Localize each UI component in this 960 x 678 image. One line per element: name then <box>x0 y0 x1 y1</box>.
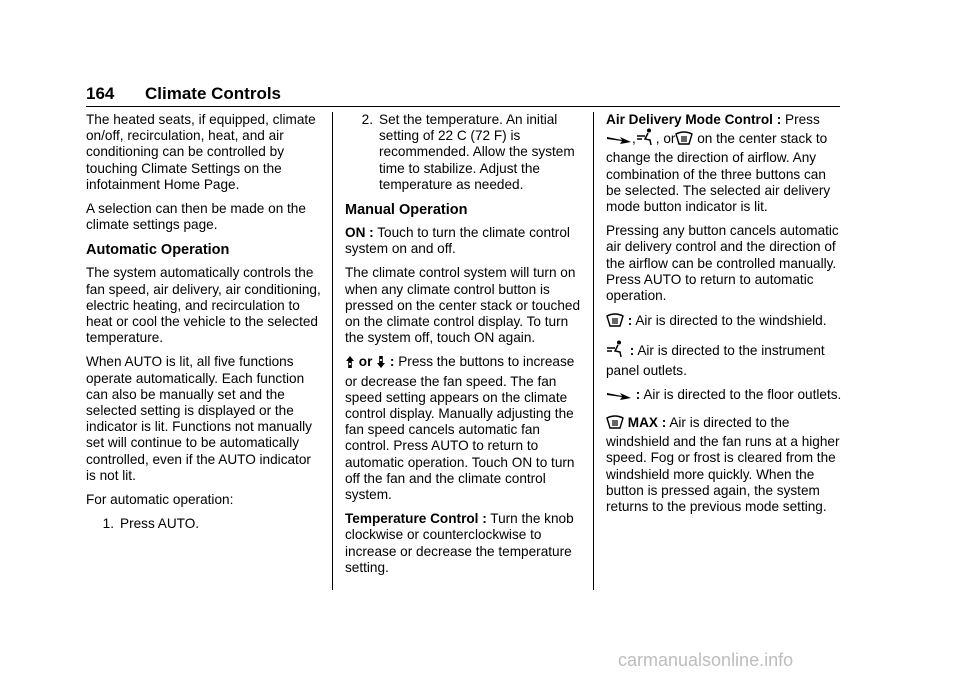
on-label: ON : <box>345 225 374 241</box>
fan-colon: : <box>386 354 395 370</box>
floor-airflow-icon <box>606 390 632 406</box>
air-delivery-press: Press <box>781 112 820 127</box>
floor-airflow-icon <box>606 134 632 150</box>
max-label: MAX : <box>627 415 667 431</box>
auto-paragraph-3: For automatic operation: <box>86 492 234 508</box>
windshield-colon: : <box>624 313 633 329</box>
air-delivery-text: on the center stack to change the direction of airflow. Any combination of the three buttons can be selected. The selected air delivery mode button indicator is lit. <box>606 131 831 215</box>
on-paragraph-2: The climate control system will turn on when any climate control button is pressed on the center stack or touched on the climate control display. To turn the system off, touch ON again. <box>345 265 581 346</box>
panel-airflow-icon <box>636 128 656 150</box>
floor-text: Air is directed to the floor outlets. <box>640 386 842 402</box>
fan-paragraph <box>345 354 580 503</box>
air-delivery-label: Air Delivery Mode Control : <box>606 112 782 127</box>
temperature-label: Temperature Control : <box>345 511 487 527</box>
watermark: carmanualsonline.info <box>618 650 794 670</box>
step-1-text: Press AUTO. <box>120 516 200 532</box>
column-1 <box>86 112 321 540</box>
windshield-defrost-icon <box>606 312 624 332</box>
fan-or: or <box>355 354 377 370</box>
windshield-paragraph <box>606 312 842 332</box>
step-2-text: Set the temperature. An initial setting of 22 C (72 F) is recommended. Allow the system time to stabilize. Adjust the temperature as needed. <box>379 112 575 192</box>
column-3 <box>606 112 842 523</box>
step-1-number: 1. <box>102 516 114 532</box>
auto-paragraph-2: When AUTO is lit, all five functions operate automatically. Each function can also be manually set and the selected setting is displayed or the indicator is lit. Functions not manually set will continue to be automatically controlled, even if the AUTO indicator is not lit. <box>86 354 312 483</box>
page-header <box>86 84 840 107</box>
air-delivery-comma: , <box>632 131 636 147</box>
pressing-paragraph: Pressing any button cancels automatic air delivery control and the direction of the airflow can be controlled manually. Press AUTO to return to automatic operation. <box>606 223 839 304</box>
max-text: Air is directed to the windshield and the fan runs at a higher speed. Fog or frost is cleared from the windshield more quickly. When the button is pressed again, the system returns to the previous mode setting. <box>606 415 840 515</box>
column-2 <box>345 112 580 584</box>
automatic-operation-heading: Automatic Operation <box>86 242 230 259</box>
on-text: Touch to turn the climate control system on and off. <box>345 225 570 257</box>
air-delivery-paragraph <box>606 112 842 215</box>
column-divider-2 <box>593 112 594 590</box>
fan-decrease-icon <box>376 355 386 373</box>
fan-increase-icon <box>345 355 355 373</box>
intro-paragraph: The heated seats, if equipped, climate on/off, recirculation, heat, and air conditioning can be controlled by touching Climate Settings on the infotainment Home Page. <box>86 112 316 192</box>
max-paragraph <box>606 414 842 515</box>
panel-colon: : <box>626 343 635 359</box>
floor-colon: : <box>632 386 641 402</box>
windshield-defrost-icon <box>606 414 624 434</box>
temperature-paragraph <box>345 511 580 576</box>
windshield-text: Air is directed to the windshield. <box>632 313 827 329</box>
page-number: 164 <box>86 84 115 103</box>
step-2 <box>345 112 580 193</box>
column-divider-1 <box>332 112 333 590</box>
auto-paragraph-1: The system automatically controls the fan speed, air delivery, air conditioning, electric heating, and recirculation to heat or cool the vehicle to the selected temperature. <box>86 265 321 346</box>
floor-paragraph <box>606 387 842 406</box>
page-title: Climate Controls <box>145 84 282 103</box>
step-2-number: 2. <box>361 112 373 127</box>
air-delivery-or: , or <box>655 131 676 147</box>
manual-operation-heading: Manual Operation <box>345 202 468 219</box>
on-paragraph <box>345 225 580 257</box>
panel-airflow-icon <box>606 340 626 362</box>
selection-paragraph: A selection can then be made on the climate settings page. <box>86 201 306 233</box>
fan-text: Press the buttons to increase or decrease the fan speed. The fan speed setting appears on the climate control display. Manually adjusting the fan speed cancels automatic fan control. Press AUTO to return to automatic operation. Touch ON to turn off the fan and the climate control system. <box>345 354 575 503</box>
temperature-text: Turn the knob clockwise or counterclockwise to increase or decrease the temperature setting. <box>345 511 574 575</box>
panel-text: Air is directed to the instrument panel outlets. <box>606 343 825 378</box>
windshield-defrost-icon <box>675 130 693 150</box>
panel-paragraph <box>606 340 842 378</box>
step-1 <box>86 516 321 532</box>
